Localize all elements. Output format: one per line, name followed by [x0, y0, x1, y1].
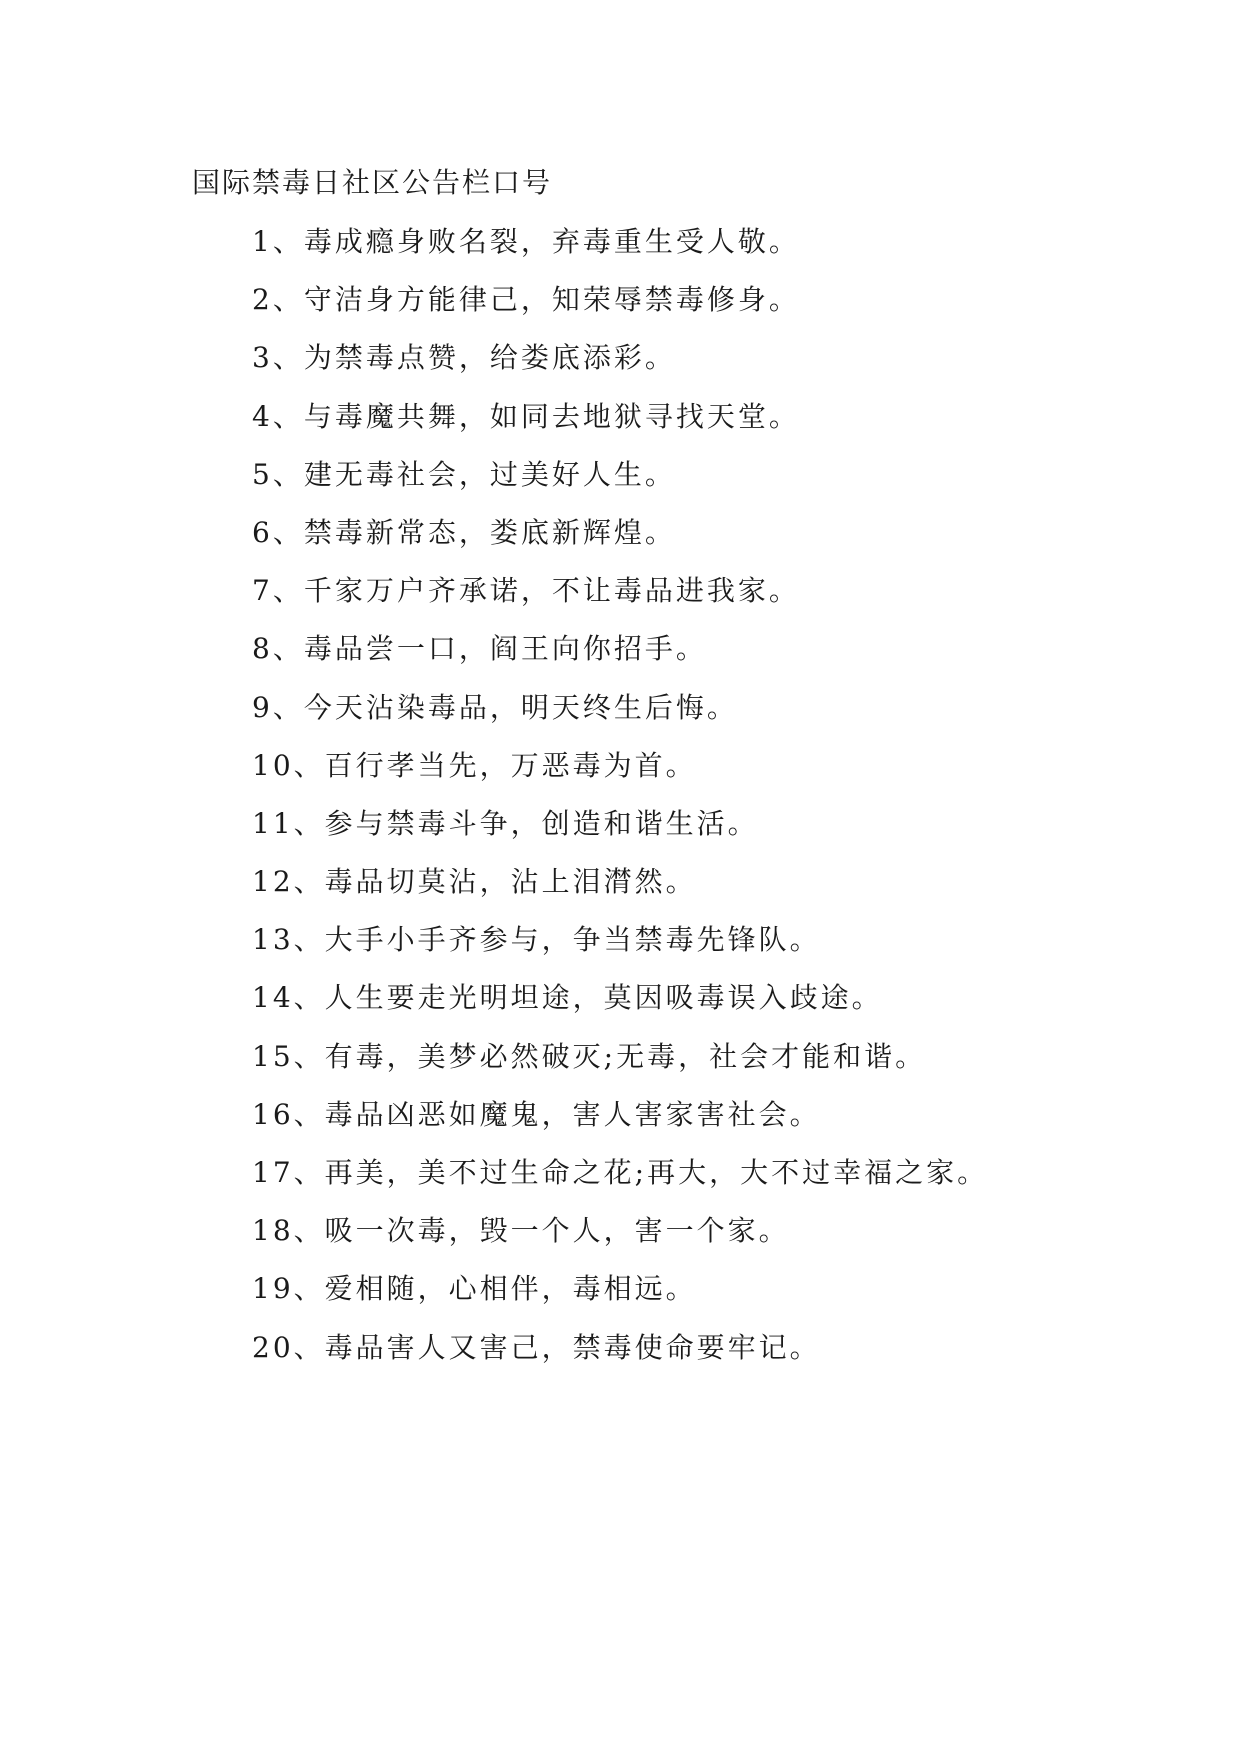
slogan-item-12: 12、毒品切莫沾，沾上泪潸然。	[252, 865, 697, 899]
slogan-item-15: 15、有毒，美梦必然破灭;无毒，社会才能和谐。	[252, 1039, 927, 1073]
slogan-item-6: 6、禁毒新常态，娄底新辉煌。	[252, 515, 676, 549]
slogan-item-2: 2、守洁身方能律己，知荣辱禁毒修身。	[252, 283, 800, 317]
slogan-item-11: 11、参与禁毒斗争，创造和谐生活。	[252, 806, 759, 840]
slogan-item-4: 4、与毒魔共舞，如同去地狱寻找天堂。	[252, 399, 800, 433]
slogan-item-1: 1、毒成瘾身败名裂，弃毒重生受人敬。	[252, 225, 800, 258]
slogan-item-20: 20、毒品害人又害己，禁毒使命要牢记。	[252, 1330, 821, 1364]
slogan-item-13: 13、大手小手齐参与，争当禁毒先锋队。	[252, 923, 821, 957]
slogan-item-7: 7、千家万户齐承诺，不让毒品进我家。	[252, 574, 800, 608]
slogan-item-16: 16、毒品凶恶如魔鬼，害人害家害社会。	[252, 1097, 821, 1131]
slogan-item-14: 14、人生要走光明坦途，莫因吸毒误入歧途。	[252, 981, 883, 1015]
slogan-item-10: 10、百行孝当先，万恶毒为首。	[252, 748, 697, 782]
slogan-item-18: 18、吸一次毒，毁一个人，害一个家。	[252, 1214, 790, 1248]
slogan-item-3: 3、为禁毒点赞，给娄底添彩。	[252, 341, 676, 375]
slogan-item-8: 8、毒品尝一口，阎王向你招手。	[252, 632, 707, 666]
slogan-item-19: 19、爱相随，心相伴，毒相远。	[252, 1272, 697, 1306]
document-title: 国际禁毒日社区公告栏口号	[192, 166, 553, 199]
slogan-item-5: 5、建无毒社会，过美好人生。	[252, 457, 676, 491]
slogan-item-9: 9、今天沾染毒品，明天终生后悔。	[252, 690, 738, 724]
slogan-list	[252, 222, 988, 1386]
slogan-item-17: 17、再美，美不过生命之花;再大，大不过幸福之家。	[252, 1156, 989, 1189]
